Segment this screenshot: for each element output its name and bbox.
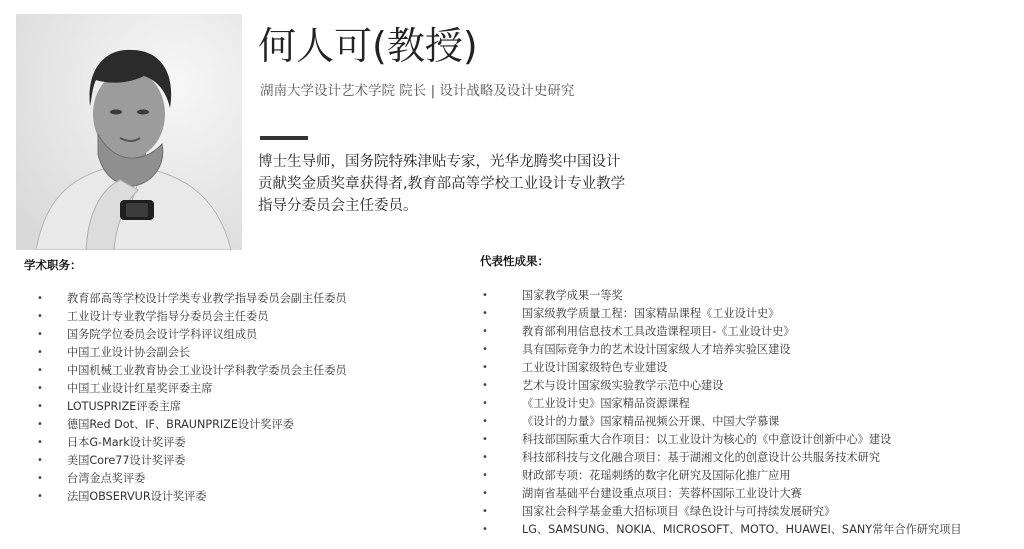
list-item bbox=[0, 413, 1024, 431]
academic-positions-title: 学术职务： bbox=[24, 258, 82, 272]
bullet-icon: • bbox=[482, 452, 488, 463]
bullet-icon: • bbox=[482, 434, 488, 445]
achievements-title: 代表性成果： bbox=[480, 254, 549, 268]
portrait-photo bbox=[16, 14, 242, 250]
list-item bbox=[0, 449, 1024, 467]
bullet-icon: • bbox=[482, 326, 488, 337]
bullet-icon: • bbox=[482, 488, 488, 499]
achievement-text: 艺术与设计国家级实验教学示范中心建设 bbox=[522, 379, 724, 392]
list-item bbox=[0, 503, 1024, 521]
bullet-icon: • bbox=[37, 329, 43, 340]
bullet-icon: • bbox=[482, 290, 488, 301]
person-subtitle: 湖南大学设计艺术学院 院长 | 设计战略及设计史研究 bbox=[260, 83, 575, 99]
portrait-illustration bbox=[16, 14, 242, 250]
bullet-icon: • bbox=[37, 419, 43, 430]
bullet-icon: • bbox=[482, 470, 488, 481]
academic-position-text: 国务院学位委员会设计学科评议组成员 bbox=[67, 328, 258, 341]
bullet-icon: • bbox=[482, 524, 488, 535]
academic-position-text: 中国机械工业教育协会工业设计学科教学委员会主任委员 bbox=[67, 364, 347, 377]
achievement-text: 科技部科技与文化融合项目：基于湖湘文化的创意设计公共服务技术研究 bbox=[522, 451, 881, 464]
academic-position-text: 中国工业设计红星奖评委主席 bbox=[67, 382, 213, 395]
bullet-icon: • bbox=[482, 380, 488, 391]
bullet-icon: • bbox=[37, 347, 43, 358]
bullet-icon: • bbox=[37, 383, 43, 394]
list-item bbox=[0, 341, 1024, 359]
list-item bbox=[0, 485, 1024, 503]
achievement-text: 工业设计国家级特色专业建设 bbox=[522, 361, 668, 374]
list-item bbox=[0, 377, 1024, 395]
bullet-icon: • bbox=[37, 293, 43, 304]
person-bio: 博士生导师，国务院特殊津贴专家，光华龙腾奖中国设计贡献奖金质奖章获得者,教育部高等学校工业设计专业教学指导分委员会主任委员。 bbox=[258, 154, 626, 214]
bullet-icon: • bbox=[37, 473, 43, 484]
list-item bbox=[0, 287, 1024, 305]
bullet-icon: • bbox=[37, 401, 43, 412]
bullet-icon: • bbox=[37, 311, 43, 322]
bullet-icon: • bbox=[482, 344, 488, 355]
academic-position-text: 中国工业设计协会副会长 bbox=[67, 346, 191, 359]
academic-position-text: 法国OBSERVUR设计奖评委 bbox=[67, 490, 207, 503]
list-item bbox=[0, 521, 1024, 539]
bullet-icon: • bbox=[482, 362, 488, 373]
academic-position-text: LOTUSPRIZE评委主席 bbox=[67, 400, 182, 413]
list-item bbox=[0, 305, 1024, 323]
academic-position-text: 台湾金点奖评委 bbox=[67, 472, 146, 485]
bullet-icon: • bbox=[37, 455, 43, 466]
person-name: 何人可(教授) bbox=[258, 24, 478, 68]
achievement-text: 《设计的力量》国家精品视频公开课、中国大学慕课 bbox=[522, 415, 780, 428]
bullet-icon: • bbox=[37, 437, 43, 448]
achievement-text: 财政部专项：花瑶刺绣的数字化研究及国际化推广应用 bbox=[522, 469, 791, 482]
bullet-icon: • bbox=[482, 416, 488, 427]
list-item bbox=[0, 431, 1024, 449]
achievement-text: 科技部国际重大合作项目：以工业设计为核心的《中意设计创新中心》建设 bbox=[522, 433, 892, 446]
academic-position-text: 日本G-Mark设计奖评委 bbox=[67, 436, 186, 449]
achievements-list bbox=[0, 287, 1024, 539]
bullet-icon: • bbox=[482, 506, 488, 517]
bullet-icon: • bbox=[37, 365, 43, 376]
bullet-icon: • bbox=[482, 398, 488, 409]
achievement-text: LG、SAMSUNG、NOKIA、MICROSOFT、MOTO、HUAWEI、SANY常年合作研究项目 bbox=[522, 523, 962, 536]
list-item bbox=[0, 359, 1024, 377]
achievement-text: 湖南省基础平台建设重点项目：芙蓉杯国际工业设计大赛 bbox=[522, 487, 802, 500]
achievement-text: 国家社会科学基金重大招标项目《绿色设计与可持续发展研究》 bbox=[522, 505, 836, 518]
list-item bbox=[0, 323, 1024, 341]
achievement-text: 教育部利用信息技术工具改造课程项目-《工业设计史》 bbox=[522, 325, 795, 338]
list-item bbox=[0, 467, 1024, 485]
bullet-icon: • bbox=[37, 491, 43, 502]
achievement-text: 具有国际竞争力的艺术设计国家级人才培养实验区建设 bbox=[522, 343, 791, 356]
academic-position-text: 工业设计专业教学指导分委员会主任委员 bbox=[67, 310, 269, 323]
academic-position-text: 美国Core77设计奖评委 bbox=[67, 454, 186, 467]
academic-position-text: 德国Red Dot、IF、BRAUNPRIZE设计奖评委 bbox=[67, 418, 294, 431]
achievement-text: 《工业设计史》国家精品资源课程 bbox=[522, 397, 690, 410]
achievement-text: 国家教学成果一等奖 bbox=[522, 289, 623, 302]
achievement-text: 国家级教学质量工程：国家精品课程《工业设计史》 bbox=[522, 307, 780, 320]
academic-position-text: 教育部高等学校设计学类专业教学指导委员会副主任委员 bbox=[67, 292, 347, 305]
bullet-icon: • bbox=[482, 308, 488, 319]
list-item bbox=[0, 395, 1024, 413]
title-divider bbox=[260, 136, 308, 140]
